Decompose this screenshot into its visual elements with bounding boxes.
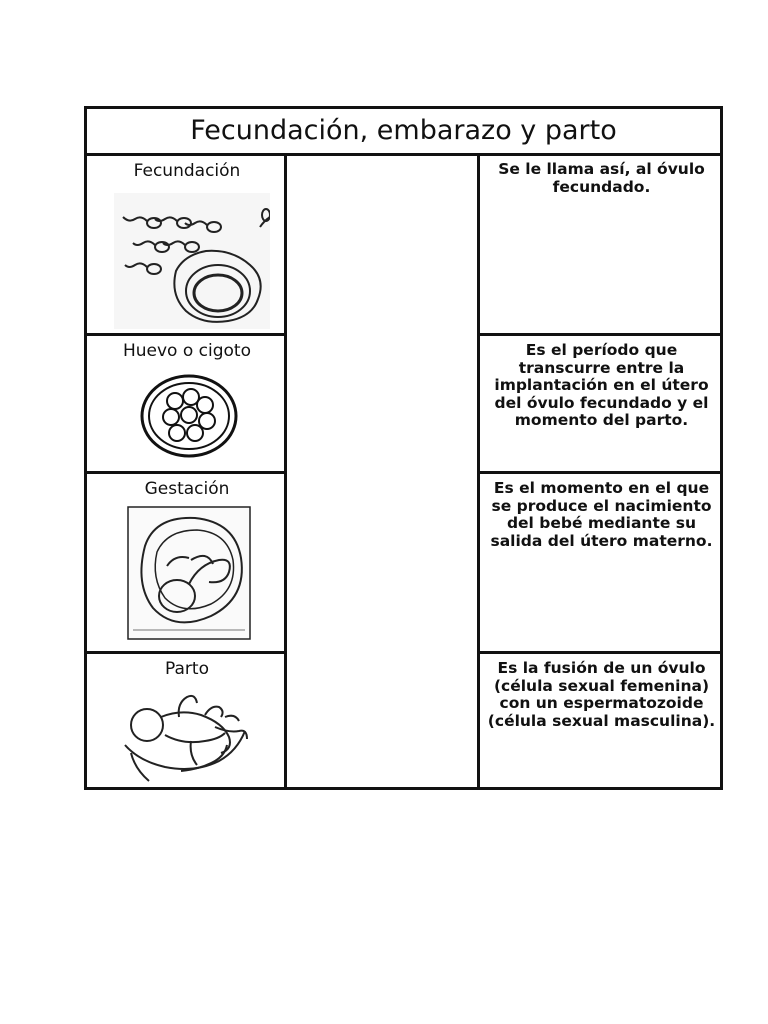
definition-3: Es el momento en el que se produce el nacimiento del bebé mediante su salida del útero materno. [490,479,713,550]
term-label-parto: Parto [165,659,209,679]
worksheet-table [84,106,723,790]
row-divider-left-2 [87,471,285,474]
definition-4: Es la fusión de un óvulo (célula sexual femenina) con un espermatozoide (célula sexual masculina). [487,659,716,730]
definition-2: Es el período que transcurre entre la implantación en el útero del óvulo fecundado y el momento del parto. [494,341,709,429]
row-divider-left-1 [87,333,285,336]
row-divider-right-2 [478,471,720,474]
row-divider-right-3 [478,651,720,654]
row-divider-left-3 [87,651,285,654]
sperm-and-ovum-icon [114,193,270,329]
row-divider-right-1 [478,333,720,336]
zygote-icon [139,373,239,459]
term-label-cigoto: Huevo o cigoto [122,341,251,361]
newborn-in-hands-icon [121,687,251,783]
term-label-fecundacion: Fecundación [133,161,241,181]
worksheet-title: Fecundación, embarazo y parto [87,109,720,156]
term-label-gestacion: Gestación [144,479,230,499]
fetus-in-womb-icon [127,506,251,640]
definition-1: Se le llama así, al óvulo fecundado. [498,160,705,196]
